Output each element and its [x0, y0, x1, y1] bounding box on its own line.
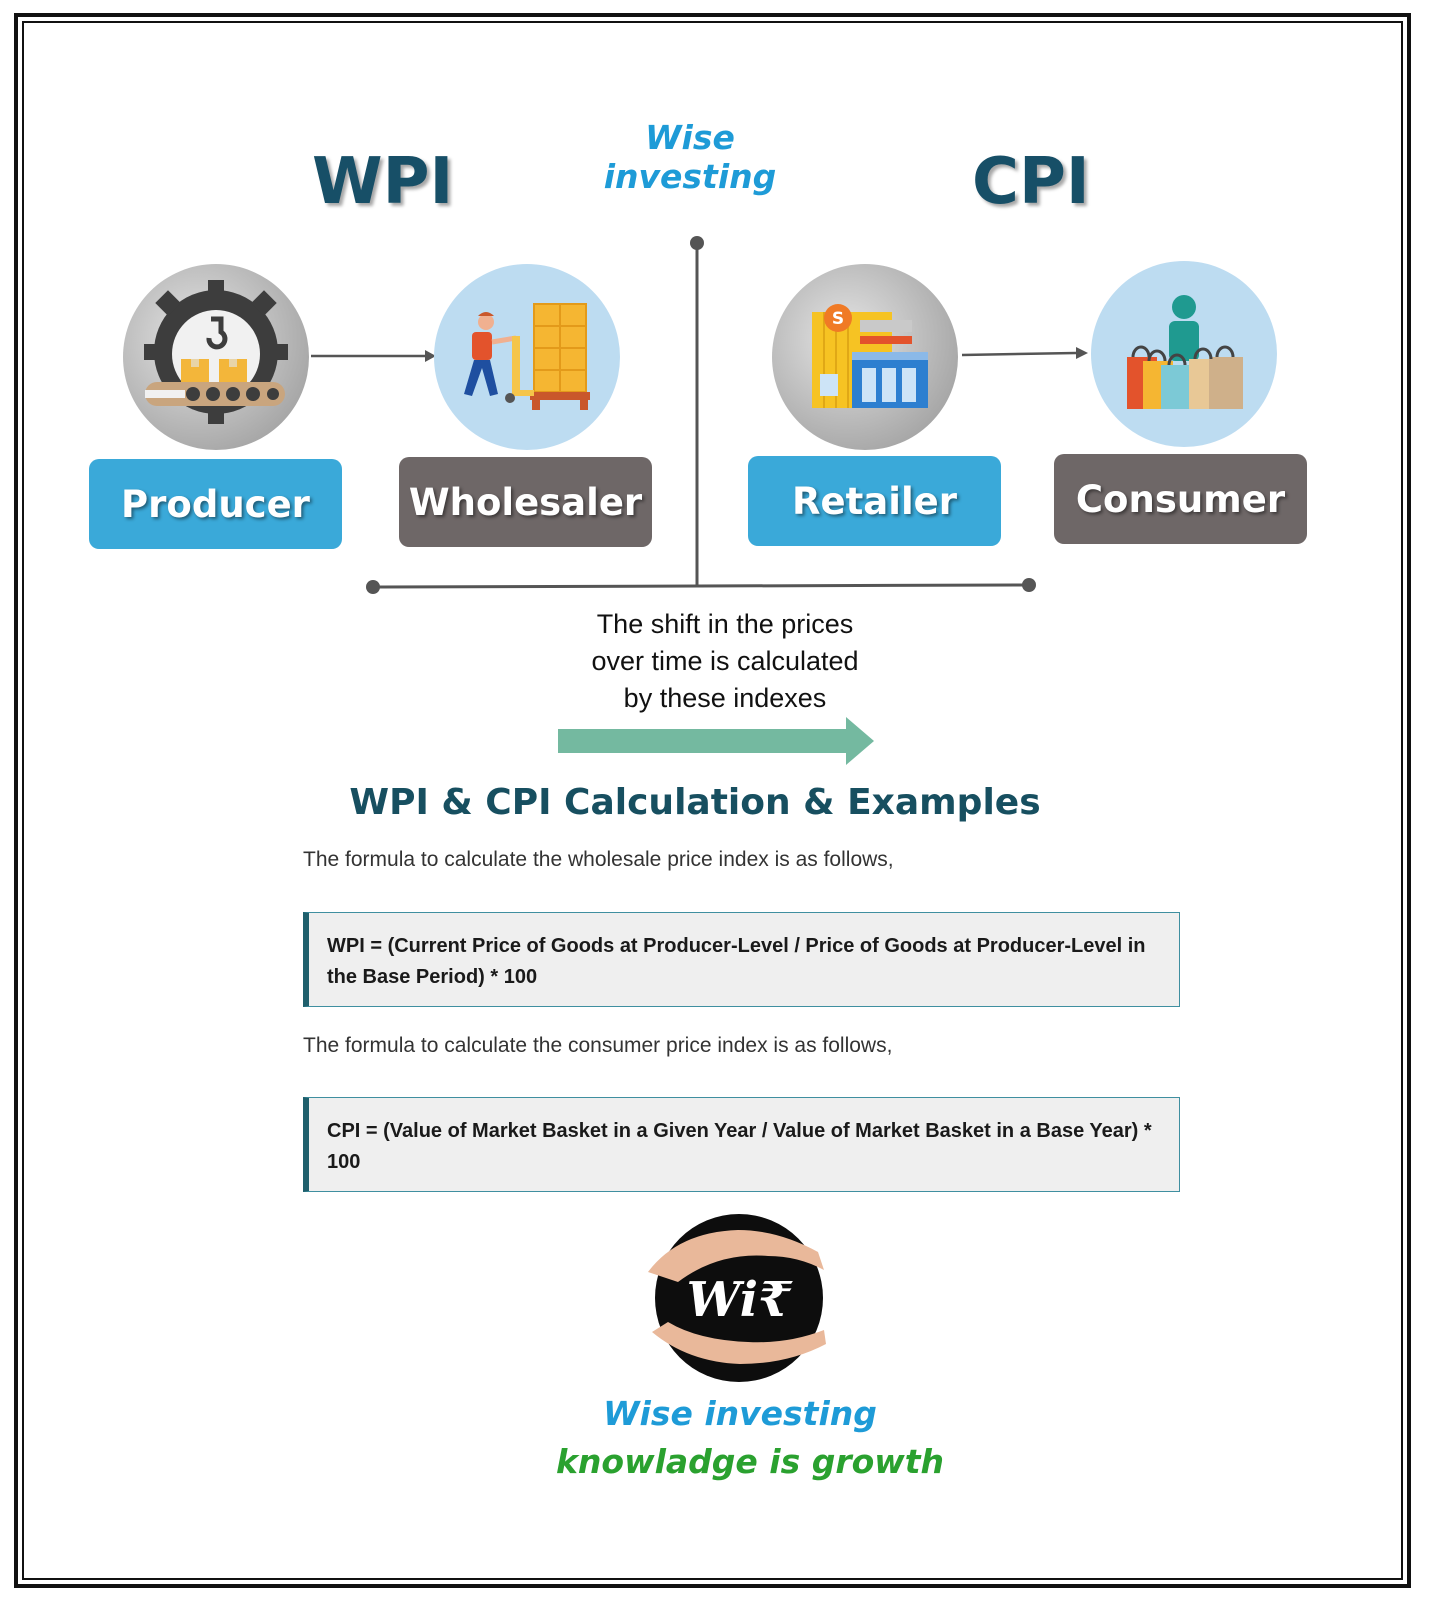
factory-gear-icon [123, 264, 309, 450]
brand-title-bottom: Wise investing [603, 1394, 877, 1433]
section-title: WPI & CPI Calculation & Examples [349, 782, 1041, 823]
wpi-intro-text: The formula to calculate the wholesale price index is as follows, [303, 848, 894, 871]
retailer-label: Retailer [748, 456, 1001, 546]
svg-text:S: S [831, 309, 845, 329]
retail-store-icon [772, 264, 958, 450]
price-shift-caption [560, 606, 890, 717]
producer-label: Producer [89, 459, 342, 549]
shopping-consumer-icon [1091, 261, 1277, 447]
wir-logo [648, 1212, 830, 1382]
wholesaler-label: Wholesaler [399, 457, 652, 547]
caption-line-1: The shift in the prices [596, 609, 854, 639]
brand-tagline: knowladge is growth [555, 1442, 945, 1481]
warehouse-worker-icon [434, 264, 620, 450]
cpi-formula-box: CPI = (Value of Market Basket in a Given Year / Value of Market Basket in a Base Year) * 100 [303, 1097, 1180, 1192]
caption-line-2: over time is calculated [591, 646, 859, 676]
cpi-intro-text: The formula to calculate the consumer price index is as follows, [303, 1034, 893, 1057]
caption-line-3: by these indexes [623, 683, 827, 713]
brand-title-top: Wise investing [603, 118, 777, 196]
cpi-heading: CPI [972, 145, 1090, 219]
consumer-label: Consumer [1054, 454, 1307, 544]
wpi-formula-box: WPI = (Current Price of Goods at Producer-Level / Price of Goods at Producer-Level in the Base Period) * 100 [303, 912, 1180, 1007]
wpi-heading: WPI [312, 145, 454, 219]
logo-text: Wi₹ [686, 1272, 792, 1328]
